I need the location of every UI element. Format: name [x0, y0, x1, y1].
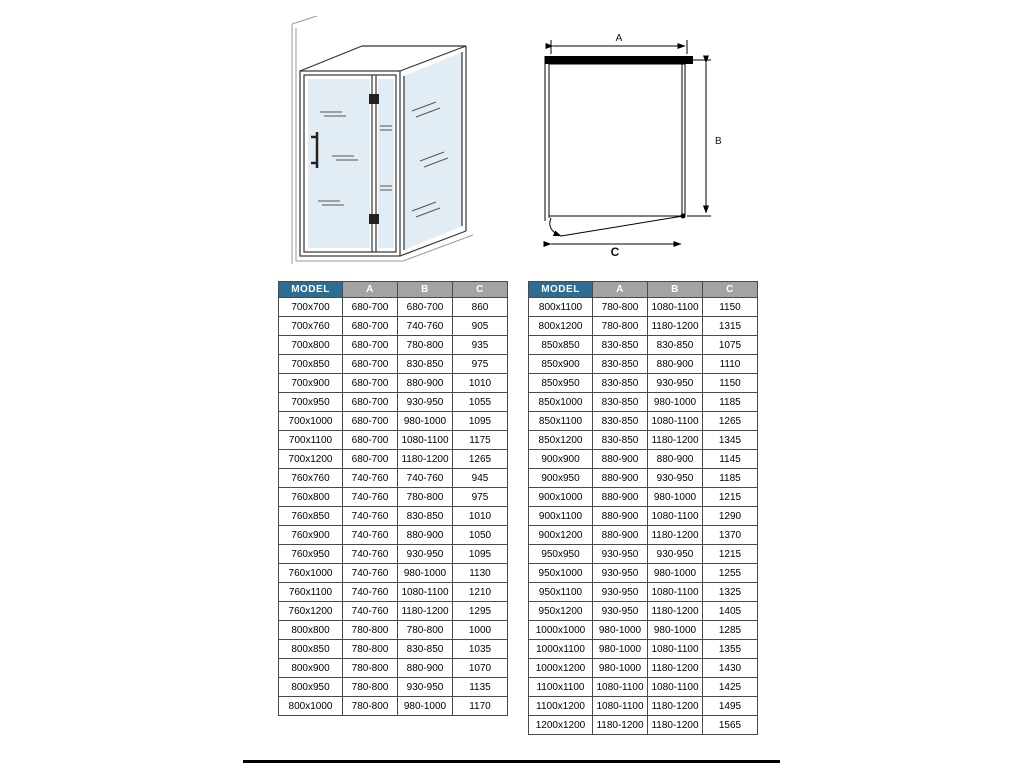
model-cell: 1000x1000	[529, 621, 593, 640]
model-cell: 700x800	[279, 336, 343, 355]
a-column-header: A	[593, 282, 648, 298]
dimension-cell: 780-800	[593, 317, 648, 336]
table-row	[529, 431, 758, 450]
table-row	[279, 469, 508, 488]
dimension-cell: 780-800	[343, 640, 398, 659]
dimension-cell: 740-760	[343, 469, 398, 488]
dimension-cell: 980-1000	[648, 621, 703, 640]
dimension-cell: 880-900	[593, 469, 648, 488]
dimension-cell: 1180-1200	[648, 716, 703, 735]
table-row	[529, 621, 758, 640]
dimension-cell: 980-1000	[648, 393, 703, 412]
dimension-cell: 945	[453, 469, 508, 488]
dimension-cell: 780-800	[343, 659, 398, 678]
dimension-cell: 680-700	[343, 431, 398, 450]
dimension-cell: 1215	[703, 545, 758, 564]
label-b: B	[715, 136, 722, 147]
table-row	[529, 583, 758, 602]
model-cell: 700x950	[279, 393, 343, 412]
dimension-cell: 980-1000	[593, 640, 648, 659]
dimension-cell: 860	[453, 298, 508, 317]
model-cell: 950x1000	[529, 564, 593, 583]
table-row	[279, 412, 508, 431]
dimension-cell: 780-800	[343, 621, 398, 640]
table-row	[529, 564, 758, 583]
dimension-cell: 1295	[453, 602, 508, 621]
dimension-cell: 1265	[453, 450, 508, 469]
table-row	[529, 355, 758, 374]
model-cell: 850x900	[529, 355, 593, 374]
enclosure-outline	[549, 64, 685, 216]
model-cell: 700x1200	[279, 450, 343, 469]
dimension-cell: 1080-1100	[593, 697, 648, 716]
size-table-left-body	[279, 298, 508, 716]
dimension-cell: 880-900	[593, 450, 648, 469]
model-cell: 700x1000	[279, 412, 343, 431]
dimension-cell: 980-1000	[593, 659, 648, 678]
left-wall-lines	[545, 56, 549, 221]
table-row	[529, 545, 758, 564]
model-cell: 700x850	[279, 355, 343, 374]
size-table-right-body	[529, 298, 758, 735]
table-row	[279, 621, 508, 640]
dimension-cell: 880-900	[398, 374, 453, 393]
dimension-cell: 930-950	[593, 583, 648, 602]
dimension-cell: 1495	[703, 697, 758, 716]
dimension-cell: 780-800	[343, 678, 398, 697]
model-cell: 1100x1100	[529, 678, 593, 697]
dimension-cell: 740-760	[343, 488, 398, 507]
model-cell: 800x900	[279, 659, 343, 678]
bottom-divider	[243, 760, 780, 763]
model-cell: 760x900	[279, 526, 343, 545]
dimension-cell: 1290	[703, 507, 758, 526]
dimension-cell: 930-950	[593, 564, 648, 583]
dimension-cell: 980-1000	[398, 564, 453, 583]
dimension-cell: 740-760	[343, 583, 398, 602]
model-cell: 900x1000	[529, 488, 593, 507]
dimension-cell: 980-1000	[648, 488, 703, 507]
dimension-cell: 1080-1100	[648, 412, 703, 431]
dimension-cell: 1425	[703, 678, 758, 697]
dimension-cell: 1010	[453, 507, 508, 526]
dimension-cell: 740-760	[343, 564, 398, 583]
dimension-cell: 880-900	[648, 355, 703, 374]
table-row	[529, 507, 758, 526]
dimension-cell: 830-850	[398, 355, 453, 374]
dimension-cell: 1345	[703, 431, 758, 450]
table-row	[279, 602, 508, 621]
model-cell: 700x760	[279, 317, 343, 336]
table-row	[279, 545, 508, 564]
dimension-cell: 930-950	[648, 469, 703, 488]
table-row	[279, 526, 508, 545]
dimension-cell: 1285	[703, 621, 758, 640]
dimension-cell: 1080-1100	[593, 678, 648, 697]
table-row	[529, 716, 758, 735]
dimension-cell: 1255	[703, 564, 758, 583]
table-row	[279, 431, 508, 450]
table-row	[529, 298, 758, 317]
table-row	[279, 355, 508, 374]
table-row	[529, 412, 758, 431]
size-table-right-header	[529, 282, 758, 298]
model-column-header: MODEL	[279, 282, 343, 298]
dimension-cell: 1110	[703, 355, 758, 374]
table-row	[529, 526, 758, 545]
table-row	[279, 640, 508, 659]
table-row	[529, 317, 758, 336]
dimension-cell: 1000	[453, 621, 508, 640]
model-cell: 760x850	[279, 507, 343, 526]
dimension-cell: 830-850	[398, 507, 453, 526]
model-cell: 800x950	[279, 678, 343, 697]
model-cell: 700x1100	[279, 431, 343, 450]
dimension-cell: 740-760	[343, 507, 398, 526]
model-cell: 1000x1100	[529, 640, 593, 659]
shower-enclosure-3d-diagram	[240, 16, 508, 274]
dimension-cell: 1210	[453, 583, 508, 602]
table-row	[529, 393, 758, 412]
dimension-cell: 1405	[703, 602, 758, 621]
a-column-header: A	[343, 282, 398, 298]
dimension-cell: 1180-1200	[648, 697, 703, 716]
dimension-cell: 780-800	[593, 298, 648, 317]
model-column-header: MODEL	[529, 282, 593, 298]
dimension-cell: 1180-1200	[398, 450, 453, 469]
dimension-cell: 830-850	[593, 336, 648, 355]
table-row	[529, 640, 758, 659]
model-cell: 760x1000	[279, 564, 343, 583]
dimension-cell: 780-800	[398, 488, 453, 507]
model-cell: 800x800	[279, 621, 343, 640]
dimension-cell: 880-900	[398, 526, 453, 545]
model-cell: 900x950	[529, 469, 593, 488]
dimension-cell: 930-950	[593, 545, 648, 564]
dimension-cell: 780-800	[398, 621, 453, 640]
dimension-cell: 930-950	[648, 374, 703, 393]
model-cell: 800x850	[279, 640, 343, 659]
dimension-b	[687, 60, 711, 216]
dimension-cell: 680-700	[343, 336, 398, 355]
dimension-cell: 1355	[703, 640, 758, 659]
table-row	[279, 488, 508, 507]
model-cell: 800x1200	[529, 317, 593, 336]
dimension-cell: 1035	[453, 640, 508, 659]
dimension-cell: 980-1000	[648, 564, 703, 583]
dimension-cell: 1080-1100	[648, 298, 703, 317]
table-row	[529, 678, 758, 697]
table-row	[529, 374, 758, 393]
dimension-cell: 740-760	[343, 602, 398, 621]
dimension-cell: 1185	[703, 393, 758, 412]
dimension-cell: 1010	[453, 374, 508, 393]
dimension-cell: 1145	[703, 450, 758, 469]
label-a: A	[615, 33, 623, 44]
dimension-cell: 1150	[703, 374, 758, 393]
table-row	[529, 659, 758, 678]
dimension-cell: 830-850	[648, 336, 703, 355]
model-cell: 800x1100	[529, 298, 593, 317]
glass-panels	[308, 52, 462, 250]
dimension-cell: 880-900	[648, 450, 703, 469]
dimension-cell: 1180-1200	[593, 716, 648, 735]
b-column-header: B	[398, 282, 453, 298]
dimension-cell: 1150	[703, 298, 758, 317]
dimension-cell: 980-1000	[398, 412, 453, 431]
model-cell: 950x1100	[529, 583, 593, 602]
dimension-cell: 1430	[703, 659, 758, 678]
size-table-right	[528, 281, 758, 735]
dimension-cell: 1565	[703, 716, 758, 735]
model-cell: 850x1000	[529, 393, 593, 412]
dimension-cell: 905	[453, 317, 508, 336]
top-wall-bar	[545, 56, 693, 64]
model-cell: 1100x1200	[529, 697, 593, 716]
c-column-header: C	[453, 282, 508, 298]
model-cell: 760x800	[279, 488, 343, 507]
dimension-cell: 1180-1200	[648, 317, 703, 336]
table-row	[279, 317, 508, 336]
table-row	[279, 564, 508, 583]
dimension-cell: 1135	[453, 678, 508, 697]
table-row	[279, 393, 508, 412]
table-row	[279, 507, 508, 526]
dimension-cell: 680-700	[343, 374, 398, 393]
dimension-cell: 980-1000	[398, 697, 453, 716]
dimension-cell: 930-950	[398, 393, 453, 412]
dimension-cell: 830-850	[593, 431, 648, 450]
dimension-cell: 680-700	[398, 298, 453, 317]
table-row	[529, 697, 758, 716]
dimension-cell: 740-760	[343, 526, 398, 545]
dimension-cell: 1095	[453, 545, 508, 564]
dimension-cell: 680-700	[343, 412, 398, 431]
model-cell: 850x950	[529, 374, 593, 393]
table-row	[279, 336, 508, 355]
model-cell: 760x950	[279, 545, 343, 564]
dimension-cell: 930-950	[648, 545, 703, 564]
dimension-cell: 830-850	[593, 374, 648, 393]
model-cell: 900x1100	[529, 507, 593, 526]
b-column-header: B	[648, 282, 703, 298]
dimension-cell: 680-700	[343, 298, 398, 317]
table-row	[279, 374, 508, 393]
size-table-left-header	[279, 282, 508, 298]
model-cell: 760x1200	[279, 602, 343, 621]
table-row	[279, 298, 508, 317]
door-swing	[550, 214, 686, 237]
dimension-cell: 1215	[703, 488, 758, 507]
dimension-cell: 830-850	[593, 412, 648, 431]
model-cell: 900x1200	[529, 526, 593, 545]
table-row	[279, 659, 508, 678]
dimension-cell: 830-850	[593, 393, 648, 412]
table-row	[529, 469, 758, 488]
dimension-cell: 1080-1100	[648, 640, 703, 659]
dimension-cell: 975	[453, 488, 508, 507]
dimension-cell: 1325	[703, 583, 758, 602]
table-row	[529, 488, 758, 507]
dimension-cell: 1080-1100	[648, 678, 703, 697]
c-column-header: C	[703, 282, 758, 298]
shower-plan-diagram	[531, 30, 739, 258]
table-row	[529, 336, 758, 355]
model-cell: 850x1100	[529, 412, 593, 431]
dimension-cell: 680-700	[343, 450, 398, 469]
dimension-cell: 780-800	[343, 697, 398, 716]
dimension-cell: 1180-1200	[648, 602, 703, 621]
dimension-cell: 1055	[453, 393, 508, 412]
dimension-cell: 1180-1200	[398, 602, 453, 621]
dimension-cell: 880-900	[593, 526, 648, 545]
dimension-cell: 1095	[453, 412, 508, 431]
table-row	[279, 697, 508, 716]
dimension-cell: 1170	[453, 697, 508, 716]
dimension-cell: 1070	[453, 659, 508, 678]
model-cell: 700x900	[279, 374, 343, 393]
dimension-cell: 1080-1100	[648, 583, 703, 602]
dimension-cell: 1180-1200	[648, 526, 703, 545]
dimension-cell: 930-950	[593, 602, 648, 621]
dimension-cell: 740-760	[398, 469, 453, 488]
dimension-cell: 830-850	[398, 640, 453, 659]
dimension-cell: 680-700	[343, 355, 398, 374]
dimension-cell: 1180-1200	[648, 431, 703, 450]
dimension-cell: 1370	[703, 526, 758, 545]
table-row	[279, 450, 508, 469]
dimension-cell: 880-900	[593, 507, 648, 526]
dimension-cell: 1315	[703, 317, 758, 336]
dimension-cell: 1175	[453, 431, 508, 450]
model-cell: 700x700	[279, 298, 343, 317]
table-row	[279, 678, 508, 697]
model-cell: 950x1200	[529, 602, 593, 621]
model-cell: 850x1200	[529, 431, 593, 450]
model-cell: 760x1100	[279, 583, 343, 602]
dimension-cell: 930-950	[398, 678, 453, 697]
dimension-cell: 740-760	[343, 545, 398, 564]
dimension-cell: 1130	[453, 564, 508, 583]
dimension-cell: 1185	[703, 469, 758, 488]
dimension-cell: 1080-1100	[398, 431, 453, 450]
dimension-cell: 880-900	[398, 659, 453, 678]
model-cell: 800x1000	[279, 697, 343, 716]
dimension-cell: 980-1000	[593, 621, 648, 640]
dimension-cell: 1265	[703, 412, 758, 431]
size-table-left	[278, 281, 508, 716]
model-cell: 1000x1200	[529, 659, 593, 678]
dimension-cell: 1180-1200	[648, 659, 703, 678]
model-cell: 1200x1200	[529, 716, 593, 735]
table-row	[279, 583, 508, 602]
dimension-cell: 680-700	[343, 393, 398, 412]
model-cell: 950x950	[529, 545, 593, 564]
label-c: C	[610, 245, 620, 258]
door-hinges	[369, 94, 379, 224]
dimension-cell: 1080-1100	[648, 507, 703, 526]
model-cell: 760x760	[279, 469, 343, 488]
dimension-cell: 740-760	[398, 317, 453, 336]
dimension-cell: 1080-1100	[398, 583, 453, 602]
model-cell: 900x900	[529, 450, 593, 469]
dimension-cell: 830-850	[593, 355, 648, 374]
dimension-cell: 880-900	[593, 488, 648, 507]
dimension-cell: 780-800	[398, 336, 453, 355]
table-row	[529, 602, 758, 621]
dimension-cell: 1050	[453, 526, 508, 545]
dimension-cell: 1075	[703, 336, 758, 355]
model-cell: 850x850	[529, 336, 593, 355]
dimension-cell: 935	[453, 336, 508, 355]
dimension-cell: 680-700	[343, 317, 398, 336]
table-row	[529, 450, 758, 469]
dimension-cell: 975	[453, 355, 508, 374]
dimension-cell: 930-950	[398, 545, 453, 564]
